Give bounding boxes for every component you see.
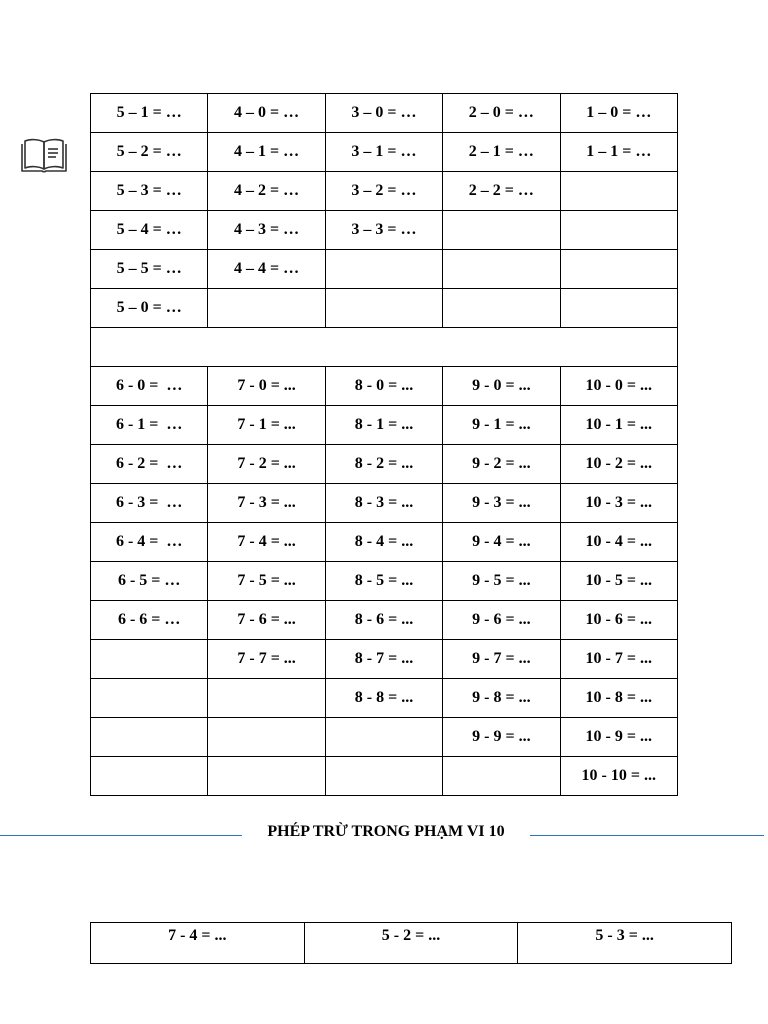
exercise-cell: 4 – 2 = … bbox=[208, 172, 325, 211]
exercise-cell: 9 - 1 = ... bbox=[443, 406, 560, 445]
exercise-cell: 4 – 4 = … bbox=[208, 250, 325, 289]
exercise-cell: 6 - 3 = … bbox=[91, 484, 208, 523]
empty-cell bbox=[560, 289, 677, 328]
empty-cell bbox=[325, 757, 442, 796]
exercise-cell: 6 - 2 = … bbox=[91, 445, 208, 484]
worksheet-row bbox=[91, 211, 678, 250]
empty-cell bbox=[208, 757, 325, 796]
exercise-cell: 9 - 0 = ... bbox=[443, 367, 560, 406]
exercise-cell: 5 – 4 = … bbox=[91, 211, 208, 250]
spacer-cell bbox=[91, 328, 678, 367]
exercise-cell: 9 - 2 = ... bbox=[443, 445, 560, 484]
exercise-cell: 9 - 3 = ... bbox=[443, 484, 560, 523]
exercise-cell: 7 - 4 = ... bbox=[208, 523, 325, 562]
exercise-cell: 8 - 2 = ... bbox=[325, 445, 442, 484]
empty-cell bbox=[208, 718, 325, 757]
open-book-icon bbox=[20, 136, 68, 176]
empty-cell bbox=[560, 250, 677, 289]
worksheet-row bbox=[91, 562, 678, 601]
exercise-cell: 5 – 1 = … bbox=[91, 94, 208, 133]
empty-cell bbox=[443, 757, 560, 796]
exercise-cell: 10 - 10 = ... bbox=[560, 757, 677, 796]
exercise-cell: 10 - 1 = ... bbox=[560, 406, 677, 445]
exercise-cell: 10 - 7 = ... bbox=[560, 640, 677, 679]
exercise-cell: 3 – 0 = … bbox=[325, 94, 442, 133]
exercise-cell: 2 – 2 = … bbox=[443, 172, 560, 211]
exercise-cell: 10 - 9 = ... bbox=[560, 718, 677, 757]
exercise-cell: 8 - 1 = ... bbox=[325, 406, 442, 445]
empty-cell bbox=[443, 250, 560, 289]
footer-rule-left bbox=[0, 835, 242, 836]
exercise-cell: 8 - 3 = ... bbox=[325, 484, 442, 523]
exercise-cell: 10 - 0 = ... bbox=[560, 367, 677, 406]
empty-cell bbox=[91, 640, 208, 679]
exercise-cell: 3 – 2 = … bbox=[325, 172, 442, 211]
exercise-cell: 1 – 1 = … bbox=[560, 133, 677, 172]
exercise-cell: 10 - 8 = ... bbox=[560, 679, 677, 718]
worksheet-row bbox=[91, 367, 678, 406]
exercise-cell: 6 - 5 = … bbox=[91, 562, 208, 601]
exercise-cell: 3 – 3 = … bbox=[325, 211, 442, 250]
exercise-cell: 9 - 6 = ... bbox=[443, 601, 560, 640]
exercise-cell: 8 - 4 = ... bbox=[325, 523, 442, 562]
worksheet-row bbox=[91, 484, 678, 523]
bottom-exercise-row bbox=[91, 923, 732, 964]
exercise-cell: 4 – 1 = … bbox=[208, 133, 325, 172]
worksheet-row bbox=[91, 445, 678, 484]
empty-cell bbox=[325, 289, 442, 328]
empty-cell bbox=[91, 718, 208, 757]
exercise-cell: 10 - 6 = ... bbox=[560, 601, 677, 640]
exercise-cell: 7 - 2 = ... bbox=[208, 445, 325, 484]
exercise-cell: 4 – 3 = … bbox=[208, 211, 325, 250]
worksheet-row bbox=[91, 172, 678, 211]
exercise-cell: 6 - 1 = … bbox=[91, 406, 208, 445]
exercise-cell: 7 - 0 = ... bbox=[208, 367, 325, 406]
empty-cell bbox=[443, 211, 560, 250]
footer-rule-right bbox=[530, 835, 764, 836]
exercise-cell: 6 - 4 = … bbox=[91, 523, 208, 562]
exercise-cell: 10 - 2 = ... bbox=[560, 445, 677, 484]
exercise-cell: 2 – 1 = … bbox=[443, 133, 560, 172]
exercise-cell: 9 - 7 = ... bbox=[443, 640, 560, 679]
exercise-cell: 5 - 2 = ... bbox=[304, 923, 518, 964]
exercise-cell: 7 - 5 = ... bbox=[208, 562, 325, 601]
empty-cell bbox=[91, 679, 208, 718]
exercise-cell: 7 - 4 = ... bbox=[91, 923, 305, 964]
exercise-cell: 7 - 6 = ... bbox=[208, 601, 325, 640]
exercise-cell: 8 - 5 = ... bbox=[325, 562, 442, 601]
empty-cell bbox=[208, 679, 325, 718]
empty-cell bbox=[443, 289, 560, 328]
exercise-cell: 5 – 0 = … bbox=[91, 289, 208, 328]
exercise-cell: 6 - 6 = … bbox=[91, 601, 208, 640]
worksheet-row bbox=[91, 679, 678, 718]
exercise-cell: 6 - 0 = … bbox=[91, 367, 208, 406]
worksheet-row bbox=[91, 601, 678, 640]
exercise-cell: 10 - 3 = ... bbox=[560, 484, 677, 523]
exercise-cell: 8 - 8 = ... bbox=[325, 679, 442, 718]
empty-cell bbox=[560, 211, 677, 250]
empty-cell bbox=[325, 718, 442, 757]
exercise-cell: 9 - 5 = ... bbox=[443, 562, 560, 601]
exercise-cell: 5 – 2 = … bbox=[91, 133, 208, 172]
worksheet-row bbox=[91, 406, 678, 445]
exercise-cell: 9 - 8 = ... bbox=[443, 679, 560, 718]
empty-cell bbox=[560, 172, 677, 211]
worksheet-row bbox=[91, 718, 678, 757]
worksheet-row bbox=[91, 250, 678, 289]
exercise-cell: 7 - 3 = ... bbox=[208, 484, 325, 523]
exercise-cell: 1 – 0 = … bbox=[560, 94, 677, 133]
exercise-cell: 9 - 4 = ... bbox=[443, 523, 560, 562]
exercise-cell: 10 - 4 = ... bbox=[560, 523, 677, 562]
worksheet-row bbox=[91, 757, 678, 796]
worksheet-row bbox=[91, 289, 678, 328]
exercise-cell: 9 - 9 = ... bbox=[443, 718, 560, 757]
exercise-cell: 7 - 7 = ... bbox=[208, 640, 325, 679]
subtraction-worksheet-table bbox=[90, 93, 678, 796]
exercise-cell: 4 – 0 = … bbox=[208, 94, 325, 133]
exercise-cell: 2 – 0 = … bbox=[443, 94, 560, 133]
empty-cell bbox=[325, 250, 442, 289]
worksheet-row bbox=[91, 94, 678, 133]
spacer-row bbox=[91, 328, 678, 367]
bottom-exercise-table bbox=[90, 922, 732, 964]
exercise-cell: 8 - 0 = ... bbox=[325, 367, 442, 406]
exercise-cell: 5 – 5 = … bbox=[91, 250, 208, 289]
worksheet-row bbox=[91, 523, 678, 562]
exercise-cell: 5 - 3 = ... bbox=[518, 923, 732, 964]
footer-title: PHÉP TRỪ TRONG PHẠM VI 10 bbox=[267, 823, 505, 840]
exercise-cell: 8 - 6 = ... bbox=[325, 601, 442, 640]
exercise-cell: 7 - 1 = ... bbox=[208, 406, 325, 445]
empty-cell bbox=[91, 757, 208, 796]
worksheet-row bbox=[91, 133, 678, 172]
exercise-cell: 10 - 5 = ... bbox=[560, 562, 677, 601]
worksheet-row bbox=[91, 640, 678, 679]
exercise-cell: 8 - 7 = ... bbox=[325, 640, 442, 679]
exercise-cell: 3 – 1 = … bbox=[325, 133, 442, 172]
empty-cell bbox=[208, 289, 325, 328]
exercise-cell: 5 – 3 = … bbox=[91, 172, 208, 211]
